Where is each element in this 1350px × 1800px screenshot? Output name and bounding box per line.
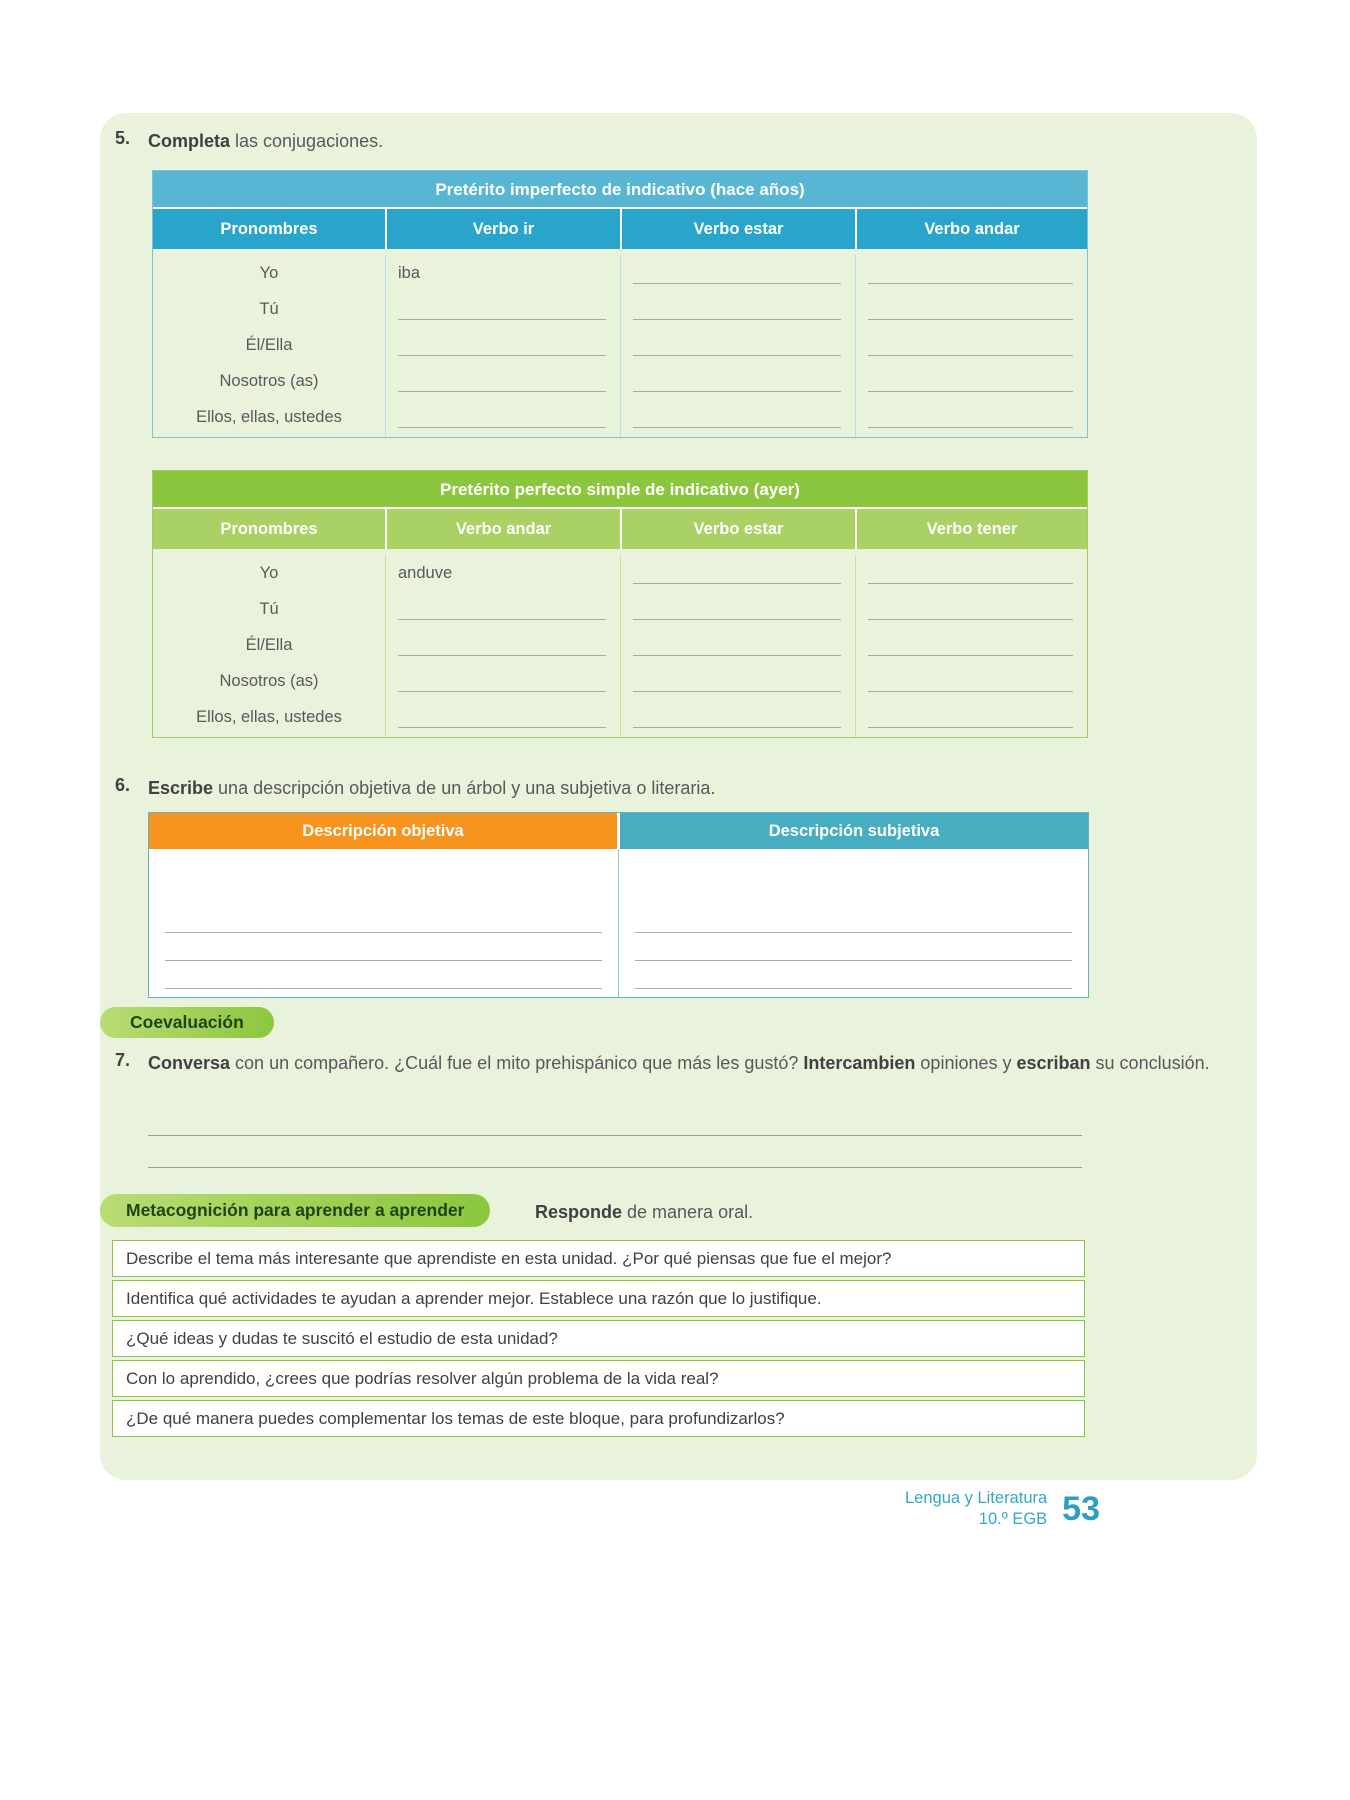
answer-blank-line [386,363,620,399]
pronoun-cell: Nosotros (as) [219,672,319,690]
pronoun-column [153,555,385,737]
answer-blank-line [621,555,855,591]
exercise7-verb: Conversa [148,1053,231,1073]
answer-blank-line [856,399,1087,435]
filled-answer: anduve [398,564,453,582]
table-preterito-perfecto [152,470,1088,738]
table-header-cell: Verbo estar [620,509,855,549]
responde-instruction [535,1199,1135,1226]
question-row: Identifica qué actividades te ayudan a aprender mejor. Establece una razón que lo justifique. [112,1280,1085,1317]
answer-blank-line [856,555,1087,591]
objective-column [149,849,618,997]
pronoun-cell: Ellos, ellas, ustedes [196,408,342,426]
answer-blank-line [386,399,620,435]
question-row: ¿De qué manera puedes complementar los temas de este bloque, para profundizarlos? [112,1400,1085,1437]
page-number: 53 [1062,1489,1100,1528]
exercise7-text: opiniones y [915,1053,1017,1073]
question-row: Con lo aprendido, ¿crees que podrías resolver algún problema de la vida real? [112,1360,1085,1397]
exercise5-instruction [148,128,1248,155]
filled-answer: iba [398,264,421,282]
verb-column-estar [620,555,855,737]
exercise6-verb: Escribe [148,778,214,798]
answer-blank-line [856,591,1087,627]
responde-verb: Responde [535,1202,623,1222]
pronoun-cell: Yo [259,564,279,582]
exercise6-number: 6. [115,775,131,795]
answer-blank-line [621,699,855,735]
table-header-cell: Verbo estar [620,209,855,249]
verb-column-ir [385,255,620,437]
objective-header: Descripción objetiva [149,813,617,849]
answer-blank-line [165,961,602,989]
exercise7-bold: escriban [1016,1053,1091,1073]
exercise5-instruction-rest: las conjugaciones. [230,131,384,151]
subjective-header: Descripción subjetiva [620,813,1088,849]
answer-blank-line [621,627,855,663]
table-header-cell: Verbo andar [855,209,1087,249]
subjective-column [618,849,1088,997]
table-header-cell: Verbo ir [385,209,620,249]
answer-blank-line [148,1135,1082,1136]
answer-blank-line [621,591,855,627]
answer-blank-line [386,291,620,327]
answer-blank-line [621,327,855,363]
answer-blank-line [856,327,1087,363]
footer-subject: Lengua y Literatura [904,1489,1048,1507]
table-header-row [153,209,1087,249]
answer-blank-line [635,961,1072,989]
page-footer [850,1488,1100,1530]
pronoun-cell: Él/Ella [245,336,293,354]
answer-blank-line [621,399,855,435]
answer-blank-line [386,663,620,699]
exercise5-number: 5. [115,128,131,148]
table-header-cell: Pronombres [220,520,318,538]
exercise7-text: con un compañero. ¿Cuál fue el mito prehispánico que más les gustó? [230,1053,804,1073]
question-row: ¿Qué ideas y dudas te suscitó el estudio de esta unidad? [112,1320,1085,1357]
description-table [148,812,1089,998]
table-title: Pretérito imperfecto de indicativo (hace años) [153,171,1087,209]
table-header-cell: Verbo andar [385,509,620,549]
table-header-row [153,509,1087,549]
table-header-cell: Pronombres [220,220,318,238]
exercise6-instruction [148,775,1248,802]
answer-blank-line [165,905,602,933]
answer-blank-line [621,663,855,699]
pronoun-column [153,255,385,437]
description-body [149,849,1088,997]
pronoun-cell: Tú [259,600,279,618]
coevaluacion-badge: Coevaluación [100,1007,274,1038]
answer-blank-line [621,363,855,399]
answer-blank-line [856,363,1087,399]
answer-blank-line [386,327,620,363]
description-header-row [149,813,1088,849]
answer-blank-line [856,627,1087,663]
verb-column-estar [620,255,855,437]
table-body [153,549,1087,737]
verb-column-andar [385,555,620,737]
verb-column-andar [855,255,1087,437]
footer-subject-grade [905,1488,1047,1530]
table-preterito-imperfecto [152,170,1088,438]
pronoun-cell: Ellos, ellas, ustedes [196,708,342,726]
footer-grade: 10.º EGB [978,1510,1048,1528]
verb-column-tener [855,555,1087,737]
exercise7-bold: Intercambien [803,1053,916,1073]
exercise7-number: 7. [115,1050,131,1070]
table-title: Pretérito perfecto simple de indicativo (ayer) [153,471,1087,509]
answer-blank-line [856,255,1087,291]
pronoun-cell: Tú [259,300,279,318]
answer-blank-line [386,627,620,663]
pronoun-cell: Yo [259,264,279,282]
answer-blank-line [856,663,1087,699]
answer-blank-line [148,1167,1082,1168]
question-row: Describe el tema más interesante que aprendiste en esta unidad. ¿Por qué piensas que fue el mejor? [112,1240,1085,1277]
pronoun-cell: Nosotros (as) [219,372,319,390]
answer-blank-line [621,291,855,327]
table-header-cell: Verbo tener [855,509,1087,549]
exercise7-instruction [148,1050,1260,1077]
answer-blank-line [635,933,1072,961]
exercise6-instruction-rest: una descripción objetiva de un árbol y una subjetiva o literaria. [213,778,716,798]
exercise7-text: su conclusión. [1090,1053,1210,1073]
table-body [153,249,1087,437]
answer-blank-line [856,291,1087,327]
answer-blank-line [165,933,602,961]
pronoun-cell: Él/Ella [245,636,293,654]
answer-blank-line [386,591,620,627]
answer-blank-line [635,905,1072,933]
exercise5-verb: Completa [148,131,231,151]
metacognicion-badge: Metacognición para aprender a aprender [100,1194,490,1227]
responde-rest: de manera oral. [622,1202,754,1222]
answer-blank-line [856,699,1087,735]
answer-blank-line [621,255,855,291]
answer-blank-line [386,699,620,735]
